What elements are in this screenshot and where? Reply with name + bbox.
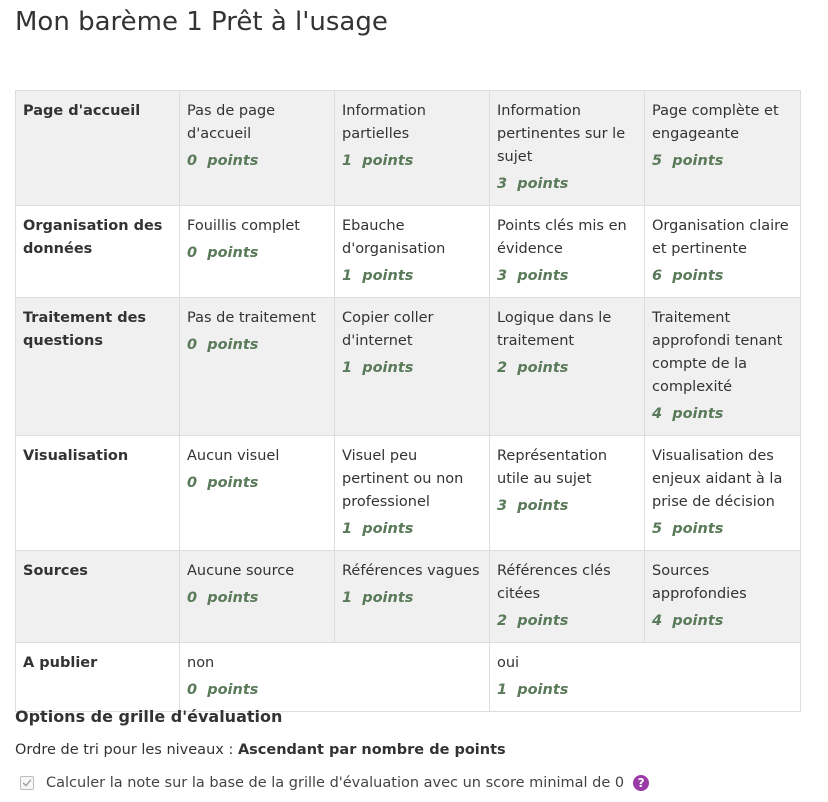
checkbox-checked-icon (20, 776, 34, 790)
level-score (652, 150, 793, 173)
score-unit: points (207, 682, 259, 698)
level-definition: Références clés citées (497, 563, 611, 602)
criterion-name: Traitement des questions (16, 298, 180, 436)
score-unit: points (672, 268, 724, 284)
criterion-row (16, 643, 801, 712)
criterion-row (16, 551, 801, 643)
score-unit: points (672, 406, 724, 422)
level-definition: Information pertinentes sur le sujet (497, 103, 626, 165)
level-cell (490, 551, 645, 643)
level-definition: Aucun visuel (187, 448, 280, 464)
level-score (652, 610, 793, 633)
level-score (342, 150, 482, 173)
level-cell (335, 206, 490, 298)
criterion-name: Page d'accueil (16, 91, 180, 206)
level-definition: Fouillis complet (187, 218, 300, 234)
level-score (652, 265, 793, 288)
score-value: 1 (342, 360, 353, 376)
options-heading: Options de grille d'évaluation (15, 707, 283, 726)
level-cell (180, 91, 335, 206)
level-cell (645, 436, 801, 551)
score-unit: points (362, 360, 414, 376)
level-cell (490, 436, 645, 551)
level-score (187, 334, 327, 357)
score-unit: points (362, 521, 414, 537)
page-title: Mon barème 1 Prêt à l'usage (15, 7, 388, 37)
level-cell (490, 91, 645, 206)
score-value: 2 (497, 360, 508, 376)
level-score (497, 265, 637, 288)
score-value: 0 (187, 245, 198, 261)
level-definition: oui (497, 655, 520, 671)
level-score (497, 495, 637, 518)
level-cell (180, 206, 335, 298)
score-value: 1 (342, 153, 353, 169)
score-value: 4 (652, 406, 663, 422)
score-value: 4 (652, 613, 663, 629)
criterion-name: Sources (16, 551, 180, 643)
level-cell (490, 206, 645, 298)
score-value: 5 (652, 153, 663, 169)
level-score (342, 265, 482, 288)
level-score (497, 357, 637, 380)
level-definition: Organisation claire et pertinente (652, 218, 789, 257)
level-cell (645, 551, 801, 643)
criterion-name: Organisation des données (16, 206, 180, 298)
level-score (187, 242, 327, 265)
score-unit: points (517, 682, 569, 698)
score-value: 6 (652, 268, 663, 284)
score-value: 1 (342, 521, 353, 537)
sort-order-line (15, 739, 506, 761)
level-cell (335, 298, 490, 436)
level-definition: Références vagues (342, 563, 480, 579)
level-score (497, 173, 637, 196)
score-unit: points (362, 268, 414, 284)
score-unit: points (517, 360, 569, 376)
score-unit: points (672, 521, 724, 537)
score-unit: points (517, 176, 569, 192)
level-definition: Points clés mis en évidence (497, 218, 627, 257)
level-score (187, 150, 327, 173)
level-cell (335, 91, 490, 206)
min-score-label: Calculer la note sur la base de la grille d'évaluation avec un score minimal de 0 (46, 775, 625, 791)
score-value: 1 (342, 590, 353, 606)
score-value: 0 (187, 682, 198, 698)
level-cell (645, 298, 801, 436)
level-definition: Visuel peu pertinent ou non professionel (342, 448, 464, 510)
min-score-option (20, 772, 649, 794)
level-definition: Logique dans le traitement (497, 310, 612, 349)
score-value: 5 (652, 521, 663, 537)
level-definition: Visualisation des enjeux aidant à la prise de décision (652, 448, 783, 510)
level-score (497, 679, 793, 702)
score-unit: points (517, 268, 569, 284)
score-unit: points (362, 153, 414, 169)
level-score (342, 357, 482, 380)
criterion-row (16, 206, 801, 298)
score-unit: points (207, 590, 259, 606)
level-definition: Sources approfondies (652, 563, 747, 602)
level-definition: Information partielles (342, 103, 426, 142)
score-value: 1 (342, 268, 353, 284)
rubric-table (15, 90, 801, 712)
level-definition: Aucune source (187, 563, 295, 579)
level-definition: Copier coller d'internet (342, 310, 434, 349)
level-score (497, 610, 637, 633)
level-score (187, 472, 327, 495)
score-value: 3 (497, 176, 508, 192)
level-definition: Traitement approfondi tenant compte de la complexité (652, 310, 783, 395)
score-unit: points (362, 590, 414, 606)
score-value: 0 (187, 153, 198, 169)
criterion-name: Visualisation (16, 436, 180, 551)
criterion-row (16, 436, 801, 551)
level-definition: Page complète et engageante (652, 103, 779, 142)
score-unit: points (207, 337, 259, 353)
level-cell (180, 643, 490, 712)
level-definition: Représentation utile au sujet (497, 448, 608, 487)
level-cell (180, 298, 335, 436)
level-score (652, 403, 793, 426)
level-cell (490, 643, 801, 712)
score-unit: points (517, 498, 569, 514)
level-score (652, 518, 793, 541)
level-cell (335, 551, 490, 643)
level-cell (180, 436, 335, 551)
criterion-name: A publier (16, 643, 180, 712)
level-definition: non (187, 655, 215, 671)
criterion-row (16, 91, 801, 206)
score-unit: points (517, 613, 569, 629)
level-score (187, 587, 327, 610)
level-cell (180, 551, 335, 643)
score-unit: points (207, 475, 259, 491)
level-score (342, 587, 482, 610)
level-definition: Ebauche d'organisation (342, 218, 446, 257)
criterion-row (16, 298, 801, 436)
score-value: 3 (497, 498, 508, 514)
level-cell (490, 298, 645, 436)
level-cell (645, 206, 801, 298)
level-score (342, 518, 482, 541)
score-value: 0 (187, 337, 198, 353)
level-definition: Pas de page d'accueil (187, 103, 276, 142)
level-definition: Pas de traitement (187, 310, 316, 326)
score-unit: points (672, 613, 724, 629)
level-score (187, 679, 482, 702)
score-value: 0 (187, 475, 198, 491)
score-unit: points (672, 153, 724, 169)
score-value: 0 (187, 590, 198, 606)
score-value: 1 (497, 682, 508, 698)
help-icon[interactable]: ? (633, 775, 649, 791)
level-cell (645, 91, 801, 206)
level-cell (335, 436, 490, 551)
score-value: 3 (497, 268, 508, 284)
sort-order-label: Ordre de tri pour les niveaux : (15, 742, 234, 758)
score-unit: points (207, 245, 259, 261)
score-unit: points (207, 153, 259, 169)
score-value: 2 (497, 613, 508, 629)
sort-order-value: Ascendant par nombre de points (237, 742, 506, 758)
